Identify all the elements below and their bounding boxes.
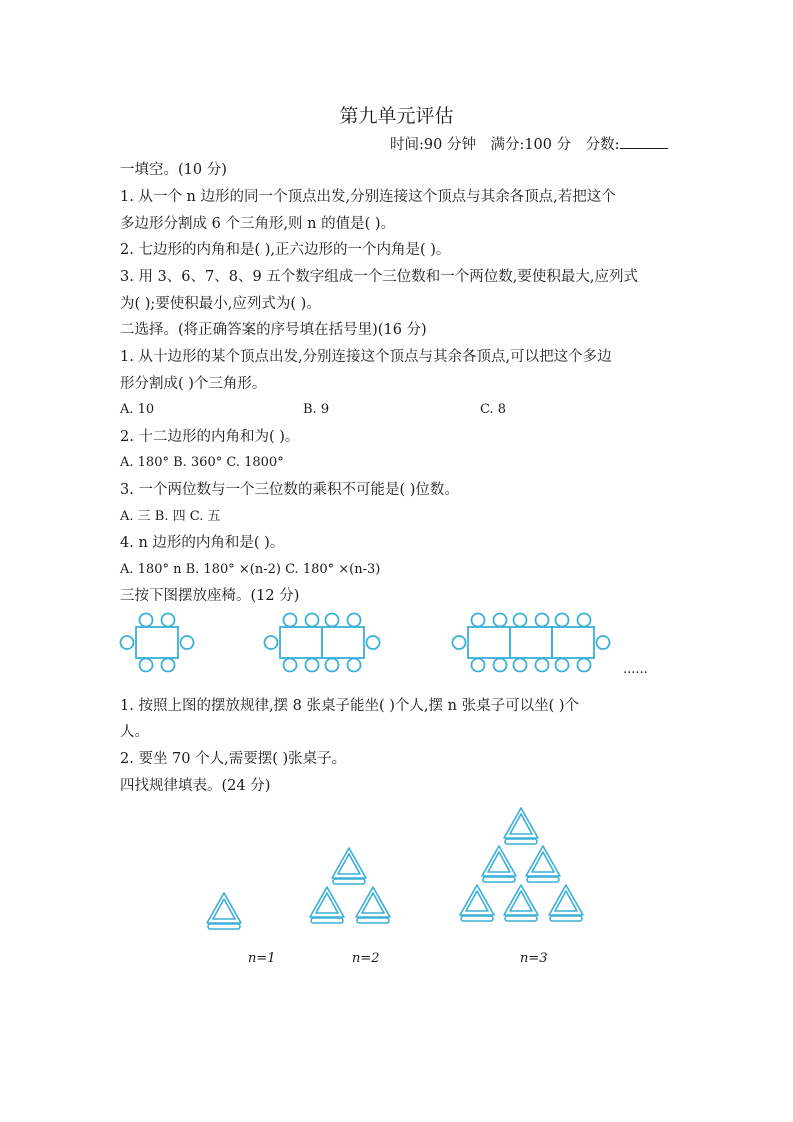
s1-q3-line1: 3. 用 3、6、7、8、9 五个数字组成一个三位数和一个两位数,要使积最大,应列式: [120, 269, 639, 285]
section4-heading: 四找规律填表。(24 分): [120, 778, 271, 794]
ellipsis: ......: [623, 662, 648, 677]
triangle-n2-left: [310, 887, 344, 923]
section2-heading: 二选择。(将正确答案的序号填在括号里)(16 分): [120, 322, 427, 338]
triangle-n3-top: [504, 808, 538, 844]
label-n2: n=2: [352, 951, 380, 966]
section1-heading: 一填空。(10 分): [120, 162, 227, 178]
s2-q3: 3. 一个两位数与一个三位数的乘积不可能是( )位数。: [120, 482, 459, 498]
triangle-n2-right: [356, 887, 390, 923]
s1-q1-line1: 1. 从一个 n 边形的同一个顶点出发,分别连接这个顶点与其余各顶点,若把这个: [120, 189, 616, 205]
s1-q1-line2: 多边形分割成 6 个三角形,则 n 的值是( )。: [120, 216, 396, 232]
s2-q1-option-c: C. 8: [480, 402, 507, 417]
label-n3: n=3: [520, 951, 548, 966]
s3-q1-line1: 1. 按照上图的摆放规律,摆 8 张桌子能坐( )个人,摆 n 张桌子可以坐( )个: [120, 698, 580, 714]
triangle-n3-bottom-right: [549, 885, 583, 921]
s3-q1-line2: 人。: [120, 724, 149, 740]
s1-q2: 2. 七边形的内角和是( ),正六边形的一个内角是( )。: [120, 242, 451, 258]
exam-info-text: 时间:90 分钟 满分:100 分 分数:: [390, 137, 620, 153]
triangle-n3-bottom-left: [460, 885, 494, 921]
s2-q2-options: A. 180° B. 360° C. 1800°: [120, 455, 284, 470]
s2-q4-options: A. 180° n B. 180° ×(n-2) C. 180° ×(n-3): [120, 562, 381, 577]
section3-heading: 三按下图摆放座椅。(12 分): [120, 588, 300, 604]
s2-q1-line1: 1. 从十边形的某个顶点出发,分别连接这个顶点与其余各顶点,可以把这个多边: [120, 349, 612, 365]
s2-q2: 2. 十二边形的内角和为( )。: [120, 429, 300, 445]
triangle-n3-mid-right: [526, 846, 560, 882]
page-title: 第九单元评估: [339, 105, 454, 127]
s2-q1-line2: 形分割成( )个三角形。: [120, 376, 267, 392]
s3-q2: 2. 要坐 70 个人,需要摆( )张桌子。: [120, 751, 347, 767]
s1-q3-line2: 为( );要使积最小,应列式为( )。: [120, 296, 321, 312]
s2-q1-option-a: A. 10: [120, 402, 155, 417]
s2-q1-option-b: B. 9: [303, 402, 330, 417]
triangle-n2-top: [332, 848, 366, 884]
s2-q4: 4. n 边形的内角和是( )。: [120, 535, 285, 551]
triangle-n3-mid-left: [482, 846, 516, 882]
label-n1: n=1: [248, 951, 276, 966]
s2-q3-options: A. 三 B. 四 C. 五: [120, 509, 221, 524]
triangle-n1: [207, 893, 241, 929]
triangle-n3-bottom-mid: [504, 885, 538, 921]
